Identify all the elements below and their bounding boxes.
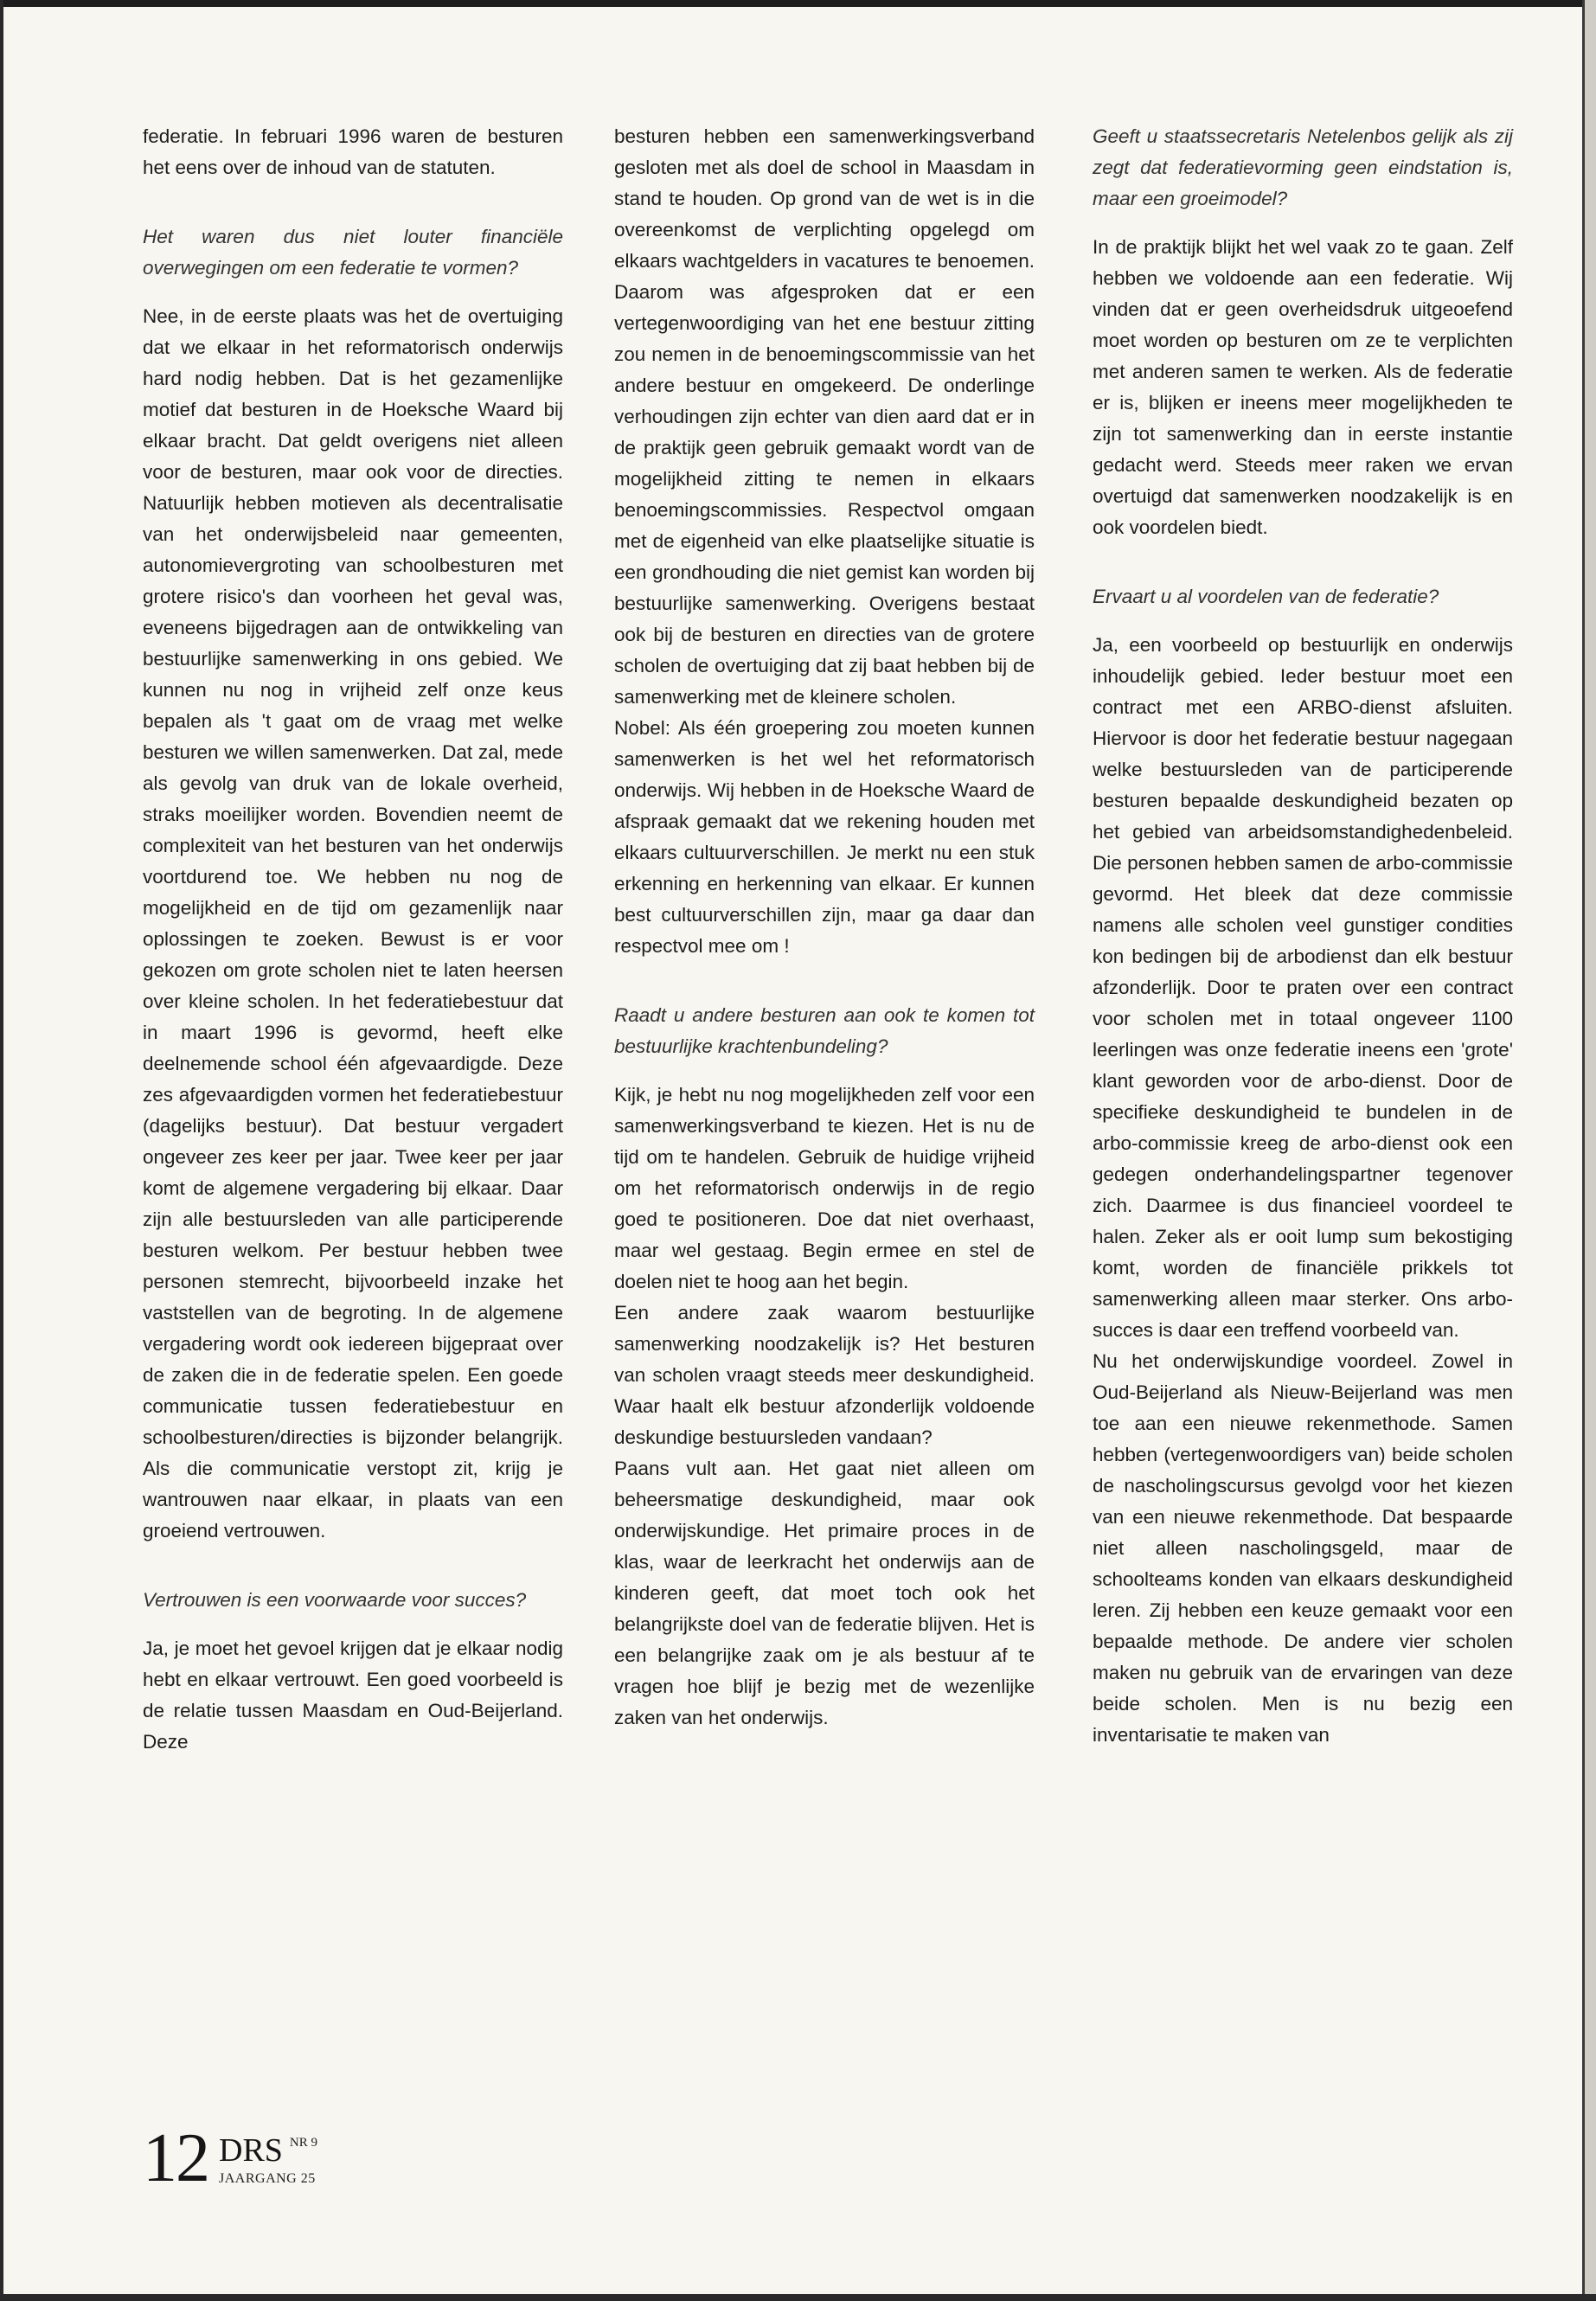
paragraph: In de praktijk blijkt het wel vaak zo te gaan. Zelf hebben we voldoende aan een federatie. Wij vinden dat er geen overheidsdruk uitgeoefend moet worden op besturen om ze te verplichten met anderen samen te werken. Als de federatie er is, blijken er ineens meer mogelijkheden te zijn tot samenwerking dan in eerste instantie gedacht werd. Steeds meer raken we ervan overtuigd dat samenwerken noodzakelijk is en ook voordelen biedt. bbox=[1093, 236, 1513, 538]
interview-question: Het waren dus niet louter financiële overwegingen om een federatie te vormen? bbox=[143, 226, 563, 279]
top-border bbox=[0, 0, 1596, 7]
page-footer bbox=[143, 2120, 318, 2202]
text-column-1 bbox=[143, 121, 563, 1758]
text-column-2 bbox=[614, 121, 1035, 1734]
paragraph: besturen hebben een samenwerkingsverband gesloten met als doel de school in Maasdam in stand te houden. Op grond van de wet is in die overeenkomst de verplichting opgelegd om elkaars wachtgelders in vacatures te benoemen. Daarom was afgesproken dat er een vertegenwoordiging van het ene bestuur zitting zou nemen in de benoemingscommissie van het andere bestuur en omgekeerd. De onderlinge verhoudingen zijn echter van dien aard dat er in de praktijk geen gebruik gemaakt wordt van de mogelijkheid zitting te nemen in elkaars benoemingscommissies. Respectvol omgaan met de eigenheid van elke plaatselijke situatie is een grondhouding die niet gemist kan worden bij bestuurlijke samenwerking. Overigens bestaat ook bij de besturen en directies van de grotere scholen de overtuiging dat zij baat hebben bij de samenwerking met de kleinere scholen. bbox=[614, 125, 1035, 708]
paragraph: Kijk, je hebt nu nog mogelijkheden zelf voor een samenwerkingsverband te kiezen. Het is nu de tijd om te handelen. Gebruik de huidige vrijheid om het reformatorisch onderwijs in de regio goed te positioneren. Doe dat niet overhaast, maar wel gestaag. Begin ermee en stel de doelen niet te hoog aan het begin. bbox=[614, 1084, 1035, 1292]
paragraph: federatie. In februari 1996 waren de besturen het eens over de inhoud van de statuten. bbox=[143, 125, 563, 178]
left-border bbox=[0, 0, 3, 2301]
right-border bbox=[1582, 0, 1585, 2301]
interview-question: Vertrouwen is een voorwaarde voor succes? bbox=[143, 1589, 527, 1611]
page-number: 12 bbox=[143, 2120, 208, 2196]
paragraph: Ja, je moet het gevoel krijgen dat je elkaar nodig hebt en elkaar vertrouwt. Een goed voorbeeld is de relatie tussen Maasdam en Oud-Beijerland. Deze bbox=[143, 1638, 563, 1753]
paragraph: Nobel: Als één groepering zou moeten kunnen samenwerken is het wel het reformatorisch onderwijs. Wij hebben in de Hoeksche Waard de afspraak gemaakt dat we rekening houden met elkaars cultuurverschillen. Je merkt nu een stuk erkenning en herkenning van elkaar. Er kunnen best cultuurverschillen zijn, maar ga daar dan respectvol mee om ! bbox=[614, 717, 1035, 957]
paragraph: Een andere zaak waarom bestuurlijke samenwerking noodzakelijk is? Het besturen van scholen vraagt steeds meer deskundigheid. Waar haalt elk bestuur afzonderlijk voldoende deskundige bestuursleden vandaan? bbox=[614, 1302, 1035, 1448]
paragraph: Nu het onderwijskundige voordeel. Zowel in Oud-Beijerland als Nieuw-Beijerland was men toe aan een nieuwe rekenmethode. Samen hebben (vertegenwoordigers van) beide scholen de nascholingscursus gevolgd voor het kiezen van een nieuwe rekenmethode. Dat bespaarde niet alleen nascholingsgeld, maar de schoolteams konden van elkaars deskundigheid leren. Zij hebben een keuze gemaakt voor een bepaalde methode. De andere vier scholen maken nu gebruik van de ervaringen van deze beide scholen. Men is nu bezig een inventarisatie te maken van bbox=[1093, 1350, 1513, 1746]
issue-number: NR 9 bbox=[289, 2136, 318, 2150]
interview-question: Ervaart u al voordelen van de federatie? bbox=[1093, 586, 1439, 607]
volume-label: JAARGANG 25 bbox=[219, 2171, 316, 2186]
paragraph: Nee, in de eerste plaats was het de overtuiging dat we elkaar in het reformatorisch onderwijs hard nodig hebben. Dat is het gezamenlijke motief dat besturen in de Hoeksche Waard bij elkaar bracht. Dat geldt overigens niet alleen voor de besturen, maar ook voor de directies. Natuurlijk hebben motieven als decentralisatie van het onderwijsbeleid naar gemeenten, autonomievergroting van schoolbesturen met grotere risico's dan voorheen het geval was, eveneens bijgedragen aan de ontwikkeling van bestuurlijke samenwerking in ons gebied. We kunnen nu nog in vrijheid zelf onze keus bepalen als 't gaat om de vraag met welke besturen we willen samenwerken. Dat zal, mede als gevolg van druk van de lokale overheid, straks moeilijker worden. Bovendien neemt de complexiteit van het besturen van het onderwijs voortdurend toe. We hebben nu nog de mogelijkheid en de tijd om gezamenlijk naar oplossingen te zoeken. Bewust is er voor gekozen om grote scholen niet te laten heersen over kleine scholen. In het federatiebestuur dat in maart 1996 is gevormd, heeft elke deelnemende school één afgevaardigde. Deze zes afgevaardigden vormen het federatiebestuur (dagelijks bestuur). Dat bestuur vergadert ongeveer zes keer per jaar. Twee keer per jaar komt de algemene vergadering bij elkaar. Daar zijn alle bestuursleden van alle participerende besturen welkom. Per bestuur hebben twee personen stemrecht, bijvoorbeeld inzake het vaststellen van de begroting. In de algemene vergadering wordt ook iedereen bijgepraat over de zaken die in de federatie spelen. Een goede communicatie tussen federatiebestuur en schoolbesturen/directies is bijzonder belangrijk. Als die communicatie verstopt zit, krijg je wantrouwen naar elkaar, in plaats van een groeiend vertrouwen. bbox=[143, 305, 563, 1541]
text-column-3 bbox=[1093, 121, 1513, 1751]
paragraph: Ja, een voorbeeld op bestuurlijk en onderwijs inhoudelijk gebied. Ieder bestuur moet een contract met een ARBO-dienst afsluiten. Hiervoor is door het federatie bestuur nagegaan welke bestuursleden van de participerende besturen bepaalde deskundigheid bezaten op het gebied van arbeidsomstandighedenbeleid. Die personen hebben samen de arbo-commissie gevormd. Het bleek dat deze commissie namens alle scholen veel gunstiger condities kon bedingen bij de arbodienst dan elk bestuur afzonderlijk. Door te praten over een contract voor scholen met in totaal ongeveer 1100 leerlingen was onze federatie ineens een 'grote' klant geworden voor de arbo-dienst. Door de specifieke deskundigheid te bundelen in de arbo-commissie kreeg de arbo-dienst ook een gedegen onderhandelingspartner tegenover zich. Daarmee is dus financieel voordeel te halen. Zeker als er ooit lump sum bekostiging komt, worden de financiële prikkels tot samenwerking alleen maar sterker. Ons arbo-succes is daar een treffend voorbeeld van. bbox=[1093, 634, 1513, 1341]
bottom-border bbox=[0, 2294, 1596, 2301]
magazine-name: DRS bbox=[219, 2132, 283, 2169]
interview-question: Geeft u staatssecretaris Netelenbos gelijk als zij zegt dat federatievorming geen eindstation is, maar een groeimodel? bbox=[1093, 125, 1513, 209]
paragraph: Paans vult aan. Het gaat niet alleen om beheersmatige deskundigheid, maar ook onderwijskundige. Het primaire proces in de klas, waar de leerkracht het onderwijs aan de kinderen geeft, dat moet toch ook het belangrijkste doel van de federatie blijven. Het is een belangrijke zaak om je als bestuur af te vragen hoe blijf je bezig met de wezenlijke zaken van het onderwijs. bbox=[614, 1458, 1035, 1728]
interview-question: Raadt u andere besturen aan ook te komen tot bestuurlijke krachtenbundeling? bbox=[614, 1004, 1035, 1057]
magazine-info bbox=[219, 2134, 317, 2188]
